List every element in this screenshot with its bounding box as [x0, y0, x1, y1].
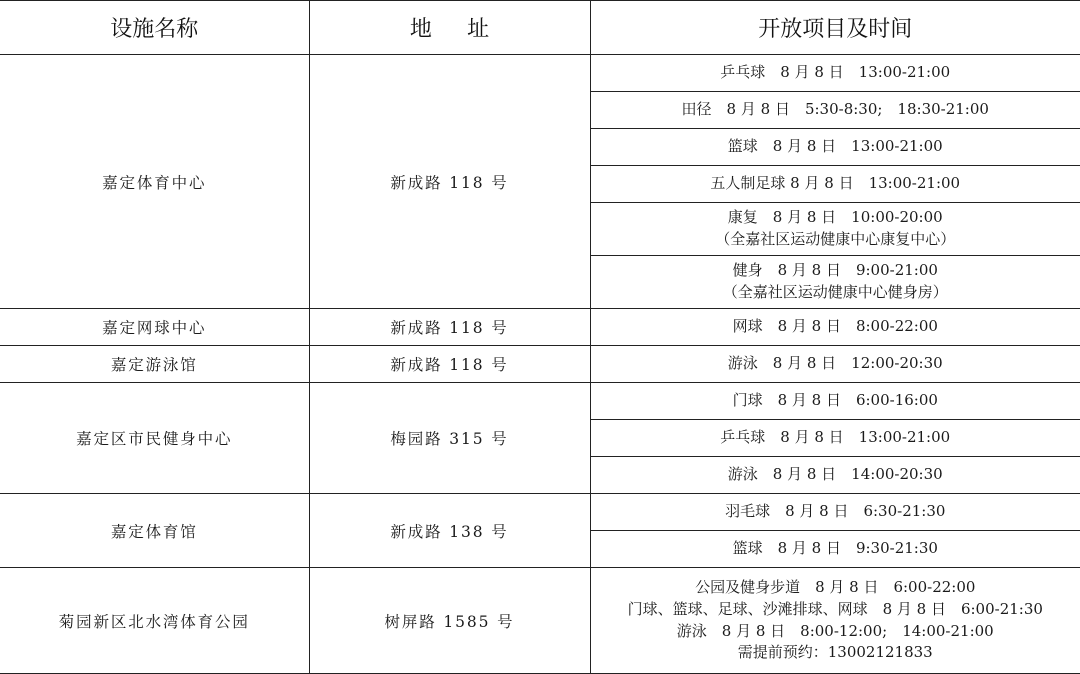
open-item-line: 篮球 8 月 8 日 13:00-21:00 — [727, 137, 943, 156]
open-item-line: 乒乓球 8 月 8 日 13:00-21:00 — [720, 63, 951, 82]
facility-address: 新成路 118 号 — [309, 55, 590, 309]
open-item-line: 羽毛球 8 月 8 日 6:30-21:30 — [725, 502, 946, 521]
open-item-cell — [590, 309, 1080, 346]
facility-address: 新成路 118 号 — [309, 346, 590, 383]
header-items-time: 开放项目及时间 — [590, 1, 1080, 55]
open-item-line: 篮球 8 月 8 日 9:30-21:30 — [732, 539, 938, 558]
open-item-line: （全嘉社区运动健康中心康复中心） — [715, 230, 956, 248]
facility-name: 嘉定体育中心 — [0, 55, 309, 309]
table-row — [0, 494, 1080, 531]
open-item-cell — [590, 55, 1080, 92]
open-item-line: 公园及健身步道 8 月 8 日 6:00-22:00 — [695, 578, 976, 596]
header-facility-name: 设施名称 — [0, 1, 309, 55]
open-item-cell — [590, 494, 1080, 531]
open-item-line: 乒乓球 8 月 8 日 13:00-21:00 — [720, 428, 951, 447]
facility-name: 嘉定网球中心 — [0, 309, 309, 346]
open-item-line: 康复 8 月 8 日 10:00-20:00 — [727, 208, 943, 227]
open-item-cell — [590, 129, 1080, 166]
open-item-line: 游泳 8 月 8 日 8:00-12:00; 14:00-21:00 — [676, 621, 994, 640]
facility-name: 嘉定区市民健身中心 — [0, 383, 309, 494]
open-item-line: 需提前预约：13002121833 — [737, 643, 933, 662]
open-item-line: 网球 8 月 8 日 8:00-22:00 — [732, 317, 938, 336]
table-row — [0, 55, 1080, 92]
facility-address: 梅园路 315 号 — [309, 383, 590, 494]
open-item-line: 游泳 8 月 8 日 12:00-20:30 — [727, 354, 943, 373]
table-row — [0, 346, 1080, 383]
open-item-cell — [590, 346, 1080, 383]
open-item-cell — [590, 457, 1080, 494]
facility-address: 树屏路 1585 号 — [309, 568, 590, 674]
facility-address: 新成路 138 号 — [309, 494, 590, 568]
open-item-line: 门球、篮球、足球、沙滩排球、网球 8 月 8 日 6:00-21:30 — [627, 599, 1043, 618]
open-item-cell — [590, 568, 1080, 674]
open-item-cell — [590, 92, 1080, 129]
header-address: 地址 — [309, 1, 590, 55]
open-item-cell — [590, 383, 1080, 420]
open-item-line: 健身 8 月 8 日 9:00-21:00 — [732, 261, 938, 280]
open-item-cell — [590, 203, 1080, 256]
open-item-line: 五人制足球 8 月 8 日 13:00-21:00 — [710, 174, 961, 193]
facility-name: 嘉定体育馆 — [0, 494, 309, 568]
open-item-cell — [590, 256, 1080, 309]
facility-address: 新成路 118 号 — [309, 309, 590, 346]
table-row — [0, 568, 1080, 674]
open-item-cell — [590, 531, 1080, 568]
table-row — [0, 309, 1080, 346]
open-item-line: 田径 8 月 8 日 5:30-8:30; 18:30-21:00 — [681, 100, 989, 119]
table-row — [0, 383, 1080, 420]
facility-name: 菊园新区北水湾体育公园 — [0, 568, 309, 674]
open-item-cell — [590, 420, 1080, 457]
open-item-line: （全嘉社区运动健康中心健身房） — [722, 283, 948, 301]
table-body — [0, 55, 1080, 674]
open-item-cell — [590, 166, 1080, 203]
header-row — [0, 1, 1080, 55]
facility-name: 嘉定游泳馆 — [0, 346, 309, 383]
open-item-line: 游泳 8 月 8 日 14:00-20:30 — [727, 465, 943, 484]
open-item-line: 门球 8 月 8 日 6:00-16:00 — [732, 391, 938, 410]
